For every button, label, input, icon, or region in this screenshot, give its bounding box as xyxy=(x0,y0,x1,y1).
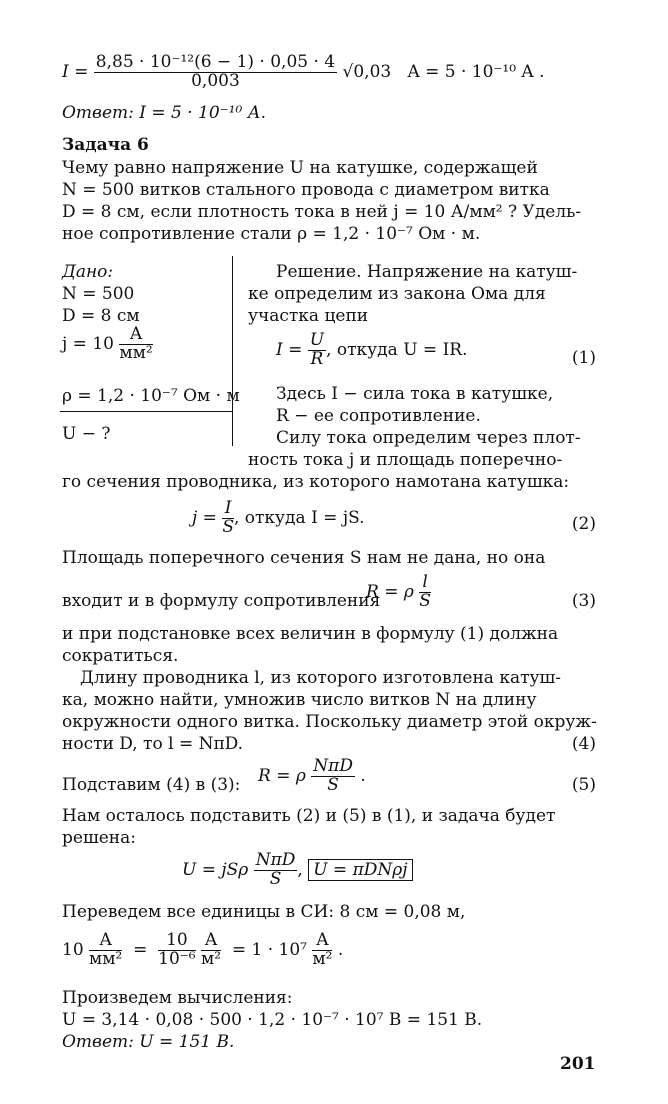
equation-2: j = $\frac{I}{S}$ , откуда I = jS. xyxy=(192,498,365,537)
paragraph-3: сократиться. xyxy=(62,646,179,666)
paragraph-3: и при подстановке всех величин в формулу (1) должна xyxy=(62,624,559,644)
task-line: ное сопротивление стали ρ = 1,2 · 10⁻⁷ Ом · м. xyxy=(62,224,481,244)
task-line: Чему равно напряжение U на катушке, содержащей xyxy=(62,158,538,178)
paragraph-6: решена: xyxy=(62,828,137,848)
paragraph-4: ности D, то l = NπD. xyxy=(62,734,244,754)
given-j xyxy=(62,326,153,363)
solution-intro-line: Решение. Напряжение на катуш- xyxy=(276,262,578,282)
equation-6: U = jSρ $\frac{\text{NπD}}{S}$ , U = πDNρj xyxy=(182,852,413,889)
equation-2-number: (2) xyxy=(571,514,596,534)
formula-fraction xyxy=(94,54,337,91)
given-j-num: А xyxy=(119,326,152,345)
calculation: U = 3,14 · 0,08 · 500 · 1,2 · 10⁻⁷ · 10⁷ В = 151 В. xyxy=(62,1010,483,1030)
solution-line: Здесь I − сила тока в катушке, xyxy=(276,384,554,404)
given-rho: ρ = 1,2 · 10⁻⁷ Ом · м xyxy=(62,386,240,406)
paragraph-7: Переведем все единицы в СИ: 8 см = 0,08 м, xyxy=(62,902,466,922)
solution-intro-line: ке определим из закона Ома для xyxy=(248,284,546,304)
final-formula-box: U = πDNρj xyxy=(308,859,412,881)
task-line: N = 500 витков стального провода с диаметром витка xyxy=(62,180,550,200)
paragraph-4: ка, можно найти, умножив число витков N на длину xyxy=(62,690,537,710)
formula-denominator: 0,003 xyxy=(191,70,240,91)
given-title: Дано: xyxy=(62,262,114,282)
given-j-fraction xyxy=(119,326,152,363)
equation-1: I = $\frac{U}{R}$ , откуда U = IR. xyxy=(276,330,468,369)
given-divider xyxy=(60,411,232,412)
answer-2: Ответ: U = 151 В. xyxy=(62,1032,235,1052)
paragraph-5: Подставим (4) в (3): xyxy=(62,775,241,795)
solution-line: R − ее сопротивление. xyxy=(276,406,481,426)
formula-root: √0,03 xyxy=(342,61,392,82)
unit-conversion: 10 $\frac{А}{\text{мм²}}$ = $\frac{10}{\text{10⁻⁶}}$ $\frac{А}{\text{м²}}$ = 1 · 10⁷ $\frac{А}{\text{м²}}$ . xyxy=(62,930,344,969)
given-vertical-rule xyxy=(232,256,233,446)
formula-numerator: 8,85 · 10⁻¹²(6 − 1) · 0,05 · 4 xyxy=(95,52,336,72)
formula-result: A = 5 · 10⁻¹⁰ A . xyxy=(407,61,545,82)
solution-line: ность тока j и площадь поперечно- xyxy=(248,450,563,470)
given-j-lhs: j = 10 xyxy=(62,333,114,354)
solution-line: Силу тока определим через плот- xyxy=(276,428,581,448)
equation-5-number: (5) xyxy=(571,775,596,795)
task-heading: Задача 6 xyxy=(62,135,149,155)
given-d: D = 8 см xyxy=(62,306,140,326)
paragraph-4: Длину проводника l, из которого изготовлена катуш- xyxy=(80,668,562,688)
paragraph-4: окружности одного витка. Поскольку диаметр этой окруж- xyxy=(62,712,597,732)
equation-3-number: (3) xyxy=(571,591,596,611)
task-line: D = 8 см, если плотность тока в ней j = 10 А/мм² ? Удель- xyxy=(62,202,582,222)
equation-5: R = ρ $\frac{\text{NπD}}{S}$ . xyxy=(258,756,366,795)
answer-1: Ответ: I = 5 · 10⁻¹⁰ А. xyxy=(62,103,266,123)
formula-lhs: I = xyxy=(62,61,89,82)
paragraph-2: Площадь поперечного сечения S нам не дана, но она xyxy=(62,548,546,568)
paragraph-6: Нам осталось подставить (2) и (5) в (1), и задача будет xyxy=(62,806,556,826)
solution-intro-line: участка цепи xyxy=(248,306,369,326)
formula-top xyxy=(62,54,545,91)
equation-1-number: (1) xyxy=(571,348,596,368)
paragraph-2b: входит и в формулу сопротивления xyxy=(62,591,381,611)
given-j-den: мм² xyxy=(119,342,153,363)
equation-3: R = ρ $\frac{l}{S}$ xyxy=(366,572,431,611)
solution-line: го сечения проводника, из которого намотана катушка: xyxy=(62,472,570,492)
given-find: U − ? xyxy=(62,424,111,444)
paragraph-8: Произведем вычисления: xyxy=(62,988,293,1008)
given-n: N = 500 xyxy=(62,284,135,304)
page-number: 201 xyxy=(560,1054,596,1074)
equation-4-number: (4) xyxy=(571,734,596,754)
